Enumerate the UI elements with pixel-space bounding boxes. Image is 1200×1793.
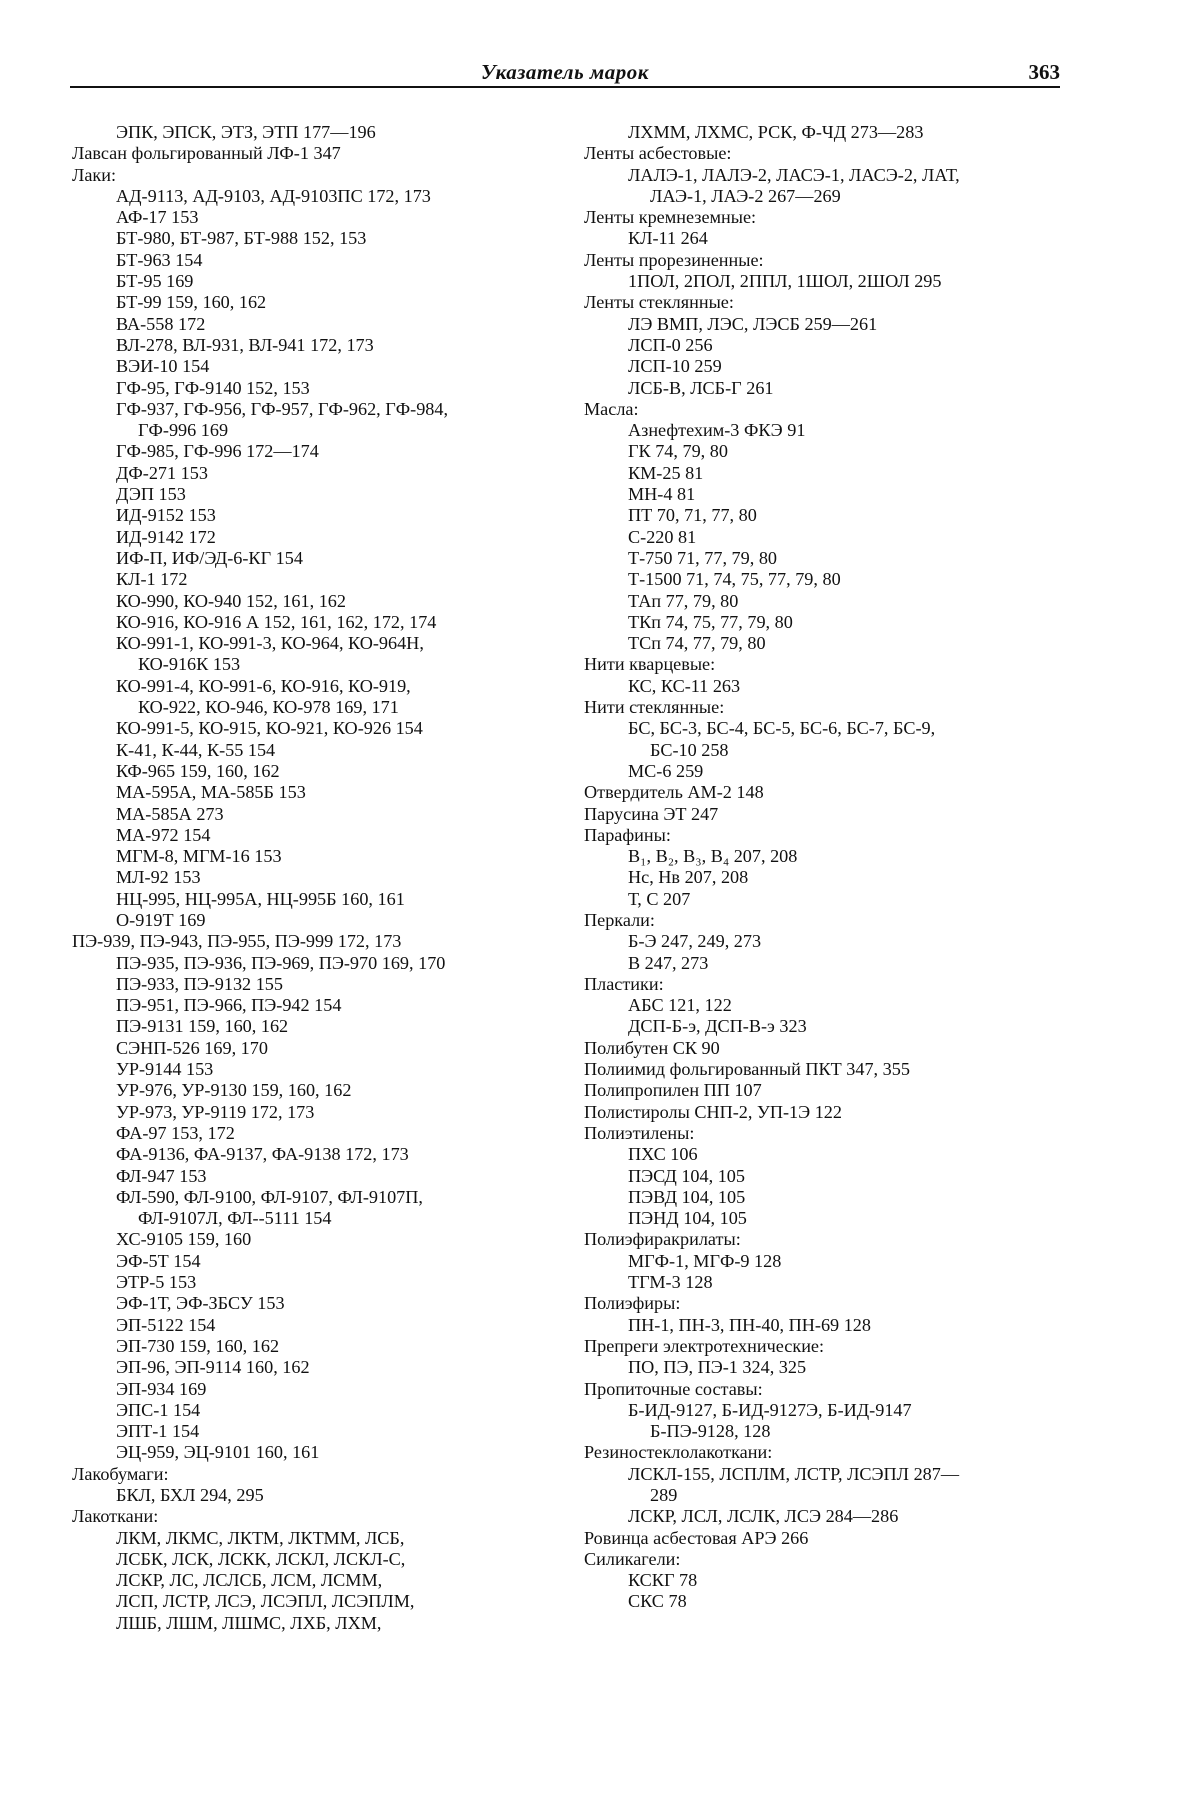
index-heading: Пластики: [584,973,664,994]
index-heading: Лавсан фольгированный ЛФ-1 347 [72,143,341,164]
index-entry: ФЛ-947 153 [116,1165,207,1186]
index-entry: Азнефтехим-3 ФКЭ 91 [628,420,806,441]
index-entry: БС, БС-3, БС-4, БС-5, БС-6, БС-7, БС-9, [628,718,936,739]
index-entry: АД-9113, АД-9103, АД-9103ПС 172, 173 [116,185,431,206]
running-header [70,54,1060,88]
index-entry: Т-1500 71, 74, 75, 77, 79, 80 [628,569,841,590]
index-entry: КМ-25 81 [628,462,704,483]
index-entry: ИД-9142 172 [116,526,216,547]
index-entry: БС-10 258 [650,739,729,760]
index-entry: КСКГ 78 [628,1570,698,1591]
index-entry: ЭПТ-1 154 [116,1421,200,1442]
index-entry: ФЛ-9107Л, ФЛ--5111 154 [138,1208,332,1229]
index-entry: АБС 121, 122 [628,995,732,1016]
index-entry: УР-9144 153 [116,1059,214,1080]
index-entry: ЛАЭ-1, ЛАЭ-2 267—269 [650,185,841,206]
index-heading: Парафины: [584,824,671,845]
index-entry: ПЭ-935, ПЭ-936, ПЭ-969, ПЭ-970 169, 170 [116,952,446,973]
index-entry: БТ-963 154 [116,249,203,270]
index-entry: ЛСБК, ЛСК, ЛСКК, ЛСКЛ, ЛСКЛ-С, [116,1548,406,1569]
index-entry: ПО, ПЭ, ПЭ-1 324, 325 [628,1357,807,1378]
index-entry: ГФ-996 169 [138,420,229,441]
index-entry: ЛСКР, ЛСЛ, ЛСЛК, ЛСЭ 284—286 [628,1506,899,1527]
index-entry: МН-4 81 [628,484,696,505]
index-heading: Резиностеклолакоткани: [584,1442,773,1463]
index-entry: КО-916, КО-916 А 152, 161, 162, 172, 174 [116,611,437,632]
index-entry: ФА-97 153, 172 [116,1122,235,1143]
index-entry: ЭФ-1Т, ЭФ-ЗБСУ 153 [116,1293,285,1314]
index-heading: Пропиточные составы: [584,1378,763,1399]
index-entry: НЦ-995, НЦ-995А, НЦ-995Б 160, 161 [116,888,405,909]
index-entry: ТГМ-3 128 [628,1272,713,1293]
index-entry: ДСП-Б-э, ДСП-В-э 323 [628,1016,807,1037]
index-entry: КО-991-5, КО-915, КО-921, КО-926 154 [116,718,423,739]
index-heading: Масла: [584,398,639,419]
index-entry: Б-ИД-9127, Б-ИД-9127Э, Б-ИД-9147 [628,1399,912,1420]
index-heading: Лакоткани: [72,1506,159,1527]
index-entry: КО-991-4, КО-991-6, КО-916, КО-919, [116,675,411,696]
index-entry: ЛСП-0 256 [628,334,713,355]
index-entry: О-919Т 169 [116,909,206,930]
index-entry: ЭТР-5 153 [116,1272,197,1293]
index-entry: БКЛ, БХЛ 294, 295 [116,1485,264,1505]
index-entry: ПЭ-951, ПЭ-966, ПЭ-942 154 [116,995,342,1016]
index-entry: ЭПК, ЭПСК, ЭТЗ, ЭТП 177—196 [116,122,376,142]
index-heading: Полибутен СК 90 [584,1037,720,1058]
index-entry: 289 [650,1485,678,1505]
index-entry: ЭП-934 169 [116,1378,207,1399]
index-entry: ГК 74, 79, 80 [628,441,728,462]
index-entry: В₁, В₂, В₃, В₄ 207, 208 [628,846,798,867]
index-column-left [72,122,552,1634]
header-rule [70,86,1060,88]
index-entry: МГМ-8, МГМ-16 153 [116,846,282,867]
index-heading: Полиэфиры: [584,1293,681,1314]
index-entry: ИФ-П, ИФ/ЭД-6-КГ 154 [116,547,303,568]
index-entry: ВА-558 172 [116,313,206,334]
index-heading: Полиимид фольгированный ПКТ 347, 355 [584,1059,910,1080]
index-entry: БТ-99 159, 160, 162 [116,292,267,313]
index-entry: Б-Э 247, 249, 273 [628,931,762,952]
index-heading: Ровинца асбестовая АРЭ 266 [584,1527,809,1548]
index-entry: МЛ-92 153 [116,867,201,888]
index-entry: 1ПОЛ, 2ПОЛ, 2ППЛ, 1ШОЛ, 2ШОЛ 295 [628,271,942,292]
index-entry: ГФ-95, ГФ-9140 152, 153 [116,377,310,398]
index-entry: ПЭ-9131 159, 160, 162 [116,1016,289,1037]
index-entry: Т, С 207 [628,888,691,909]
index-entry: ФА-9136, ФА-9137, ФА-9138 172, 173 [116,1144,409,1165]
running-title: Указатель марок [481,60,649,84]
index-entry: ДЭП 153 [116,484,186,505]
index-entry: ЭФ-5Т 154 [116,1250,201,1271]
index-heading: Ленты прорезиненные: [584,249,764,270]
index-entry: АФ-17 153 [116,207,199,228]
index-entry: Нс, Нв 207, 208 [628,867,749,888]
index-heading: Полиэфиракрилаты: [584,1229,741,1250]
index-entry: БТ-980, БТ-987, БТ-988 152, 153 [116,228,367,249]
index-entry: ПЭНД 104, 105 [628,1208,747,1229]
index-entry: К-41, К-44, К-55 154 [116,739,276,760]
index-entry: ПЭ-933, ПЭ-9132 155 [116,973,283,994]
index-entry: МА-585А 273 [116,803,224,824]
index-entry: КЛ-1 172 [116,569,188,590]
index-entry: ЛСКР, ЛС, ЛСЛСБ, ЛСМ, ЛСММ, [116,1570,383,1591]
index-entry: ВЭИ-10 154 [116,356,210,377]
index-heading: Полиэтилены: [584,1122,695,1143]
index-entry: МГФ-1, МГФ-9 128 [628,1250,782,1271]
index-entry: КФ-965 159, 160, 162 [116,760,280,781]
index-heading: Полистиролы СНП-2, УП-1Э 122 [584,1101,842,1122]
index-heading: Препреги электротехнические: [584,1335,825,1356]
index-heading: Нити кварцевые: [584,654,716,675]
index-entry: ЛКМ, ЛКМС, ЛКТМ, ЛКТММ, ЛСБ, [116,1527,405,1548]
index-entry: ЛШБ, ЛШМ, ЛШМС, ЛХБ, ЛХМ, [116,1612,382,1633]
index-entry: ЭПС-1 154 [116,1399,201,1420]
index-entry: УР-976, УР-9130 159, 160, 162 [116,1080,352,1101]
index-heading: ПЭ-939, ПЭ-943, ПЭ-955, ПЭ-999 172, 173 [72,931,402,952]
index-heading: Полипропилен ПП 107 [584,1080,762,1101]
index-heading: Парусина ЭТ 247 [584,803,719,824]
index-entry: ПТ 70, 71, 77, 80 [628,505,757,526]
index-entry: ТСп 74, 77, 79, 80 [628,633,766,654]
index-entry: ФЛ-590, ФЛ-9100, ФЛ-9107, ФЛ-9107П, [116,1186,423,1207]
index-entry: КО-990, КО-940 152, 161, 162 [116,590,346,611]
index-entry: ЛСКЛ-155, ЛСПЛМ, ЛСТР, ЛСЭПЛ 287— [628,1463,960,1484]
index-entry: УР-973, УР-9119 172, 173 [116,1101,315,1122]
index-entry: ЛСБ-В, ЛСБ-Г 261 [628,377,774,398]
index-entry: ЭП-96, ЭП-9114 160, 162 [116,1357,310,1378]
page-number: 363 [1028,60,1060,84]
index-entry: В 247, 273 [628,952,709,973]
index-heading: Ленты кремнеземные: [584,207,757,228]
index-column-right [584,122,1072,1613]
index-entry: ТАп 77, 79, 80 [628,590,739,611]
index-entry: ДФ-271 153 [116,462,208,483]
index-heading: Лакобумаги: [72,1463,169,1484]
index-entry: ЛАЛЭ-1, ЛАЛЭ-2, ЛАСЭ-1, ЛАСЭ-2, ЛАТ, [628,164,960,185]
index-heading: Ленты стеклянные: [584,292,734,313]
index-entry: КЛ-11 264 [628,228,708,249]
index-entry: МС-6 259 [628,760,704,781]
index-entry: ПХС 106 [628,1144,698,1165]
index-heading: Нити стеклянные: [584,697,725,718]
index-entry: ГФ-937, ГФ-956, ГФ-957, ГФ-962, ГФ-984, [116,398,449,419]
index-entry: ЛЭ ВМП, ЛЭС, ЛЭСБ 259—261 [628,313,878,334]
index-entry: ТКп 74, 75, 77, 79, 80 [628,611,793,632]
index-entry: БТ-95 169 [116,271,194,292]
index-entry: ХС-9105 159, 160 [116,1229,252,1250]
index-entry: ЭП-5122 154 [116,1314,216,1335]
index-entry: Т-750 71, 77, 79, 80 [628,547,778,568]
index-entry: Б-ПЭ-9128, 128 [650,1421,771,1442]
index-heading: Ленты асбестовые: [584,143,732,164]
index-entry: ЭЦ-959, ЭЦ-9101 160, 161 [116,1442,320,1463]
index-entry: ЛХММ, ЛХМС, РСК, Ф-ЧД 273—283 [628,122,924,142]
index-heading: Лаки: [72,164,117,185]
index-entry: ЭП-730 159, 160, 162 [116,1335,280,1356]
index-entry: СКС 78 [628,1591,687,1612]
index-entry: КС, КС-11 263 [628,675,741,696]
index-entry: ЛСП, ЛСТР, ЛСЭ, ЛСЭПЛ, ЛСЭПЛМ, [116,1591,415,1612]
index-entry: КО-922, КО-946, КО-978 169, 171 [138,697,399,718]
index-heading: Силикагели: [584,1548,681,1569]
index-heading: Перкали: [584,909,655,930]
index-entry: МА-972 154 [116,824,211,845]
index-entry: СЭНП-526 169, 170 [116,1037,268,1058]
index-entry: ГФ-985, ГФ-996 172—174 [116,441,319,462]
index-entry: С-220 81 [628,526,697,547]
index-entry: ВЛ-278, ВЛ-931, ВЛ-941 172, 173 [116,334,374,355]
index-heading: Отвердитель АМ-2 148 [584,782,764,803]
index-entry: ПЭСД 104, 105 [628,1165,745,1186]
index-entry: ПН-1, ПН-3, ПН-40, ПН-69 128 [628,1314,871,1335]
index-entry: КО-991-1, КО-991-3, КО-964, КО-964Н, [116,633,424,654]
index-entry: МА-595А, МА-585Б 153 [116,782,306,803]
index-entry: ЛСП-10 259 [628,356,722,377]
index-entry: КО-916К 153 [138,654,241,675]
index-entry: ИД-9152 153 [116,505,216,526]
index-entry: ПЭВД 104, 105 [628,1186,746,1207]
